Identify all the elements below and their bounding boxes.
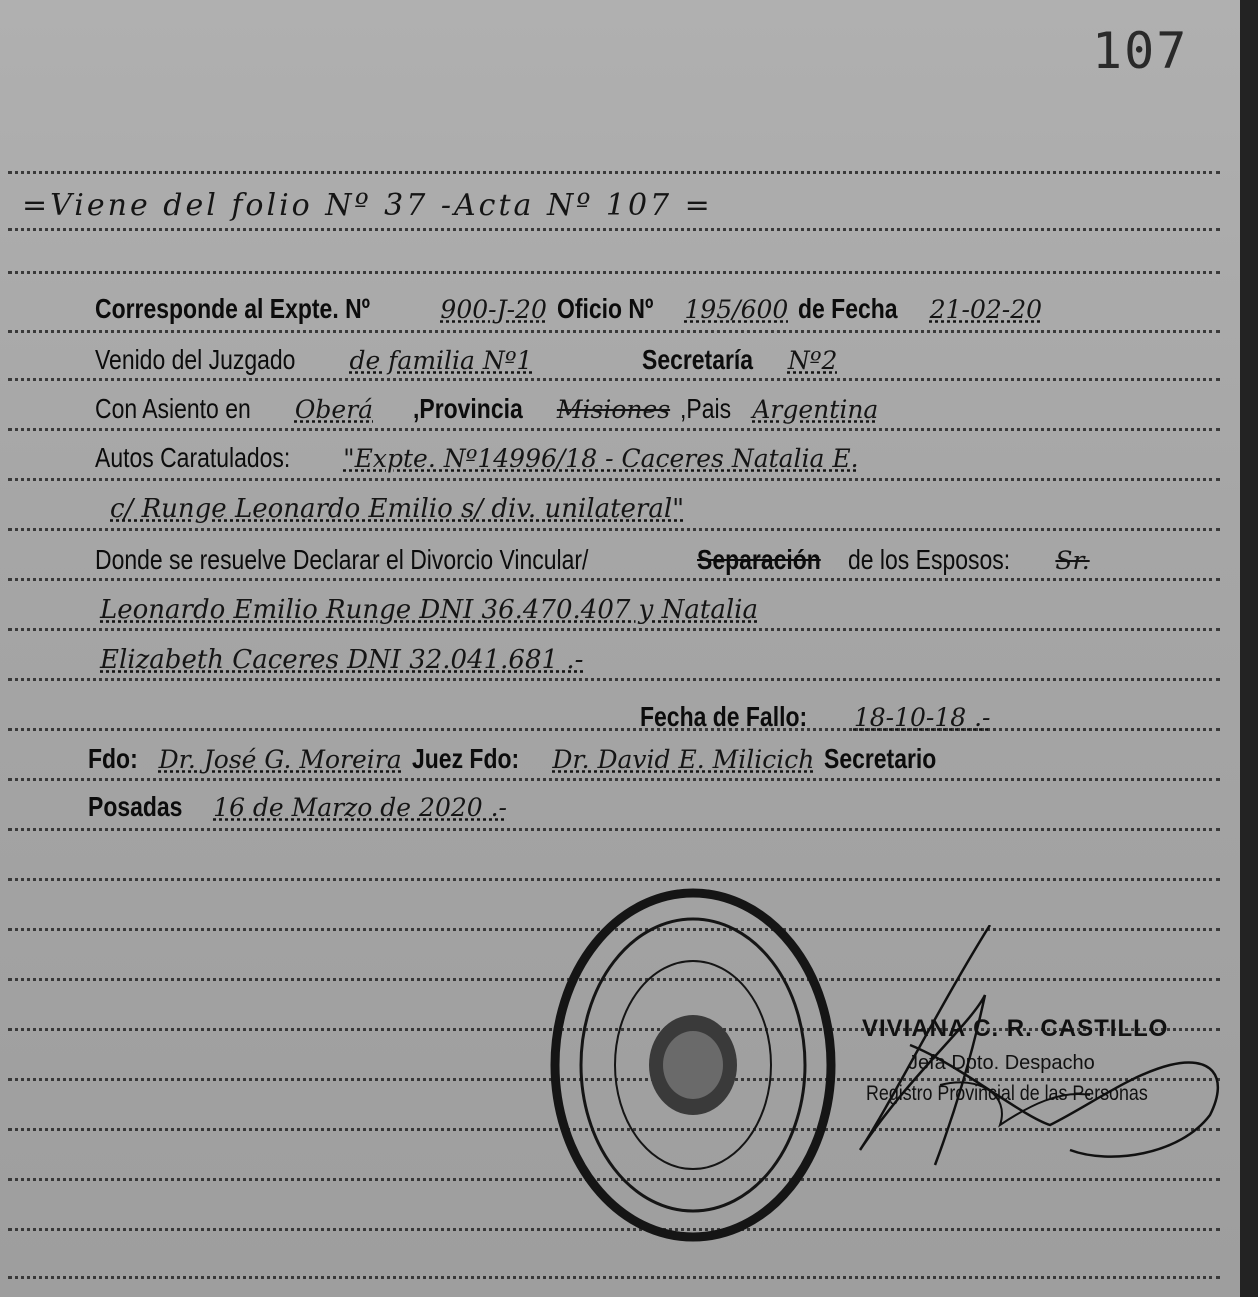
value-esposos-2: Elizabeth Caceres DNI 32.041.681 .-	[100, 645, 584, 675]
value-pais: Argentina	[752, 395, 879, 424]
signatory-office: Registro Provincial de las Personas	[866, 1082, 1148, 1105]
value-fallo: 18-10-18 .-	[853, 703, 991, 732]
label-asiento: Con Asiento en	[95, 393, 251, 424]
ruled-line	[8, 428, 1220, 431]
label-juzgado: Venido del Juzgado	[95, 344, 296, 375]
ruled-line	[8, 828, 1220, 831]
value-secretario: Dr. David E. Milicich	[552, 745, 815, 774]
value-lugar-fecha: 16 de Marzo de 2020 .-	[213, 793, 508, 822]
value-fecha: 21-02-20	[929, 295, 1043, 324]
value-oficio: 195/600	[684, 295, 789, 324]
label-oficio: Oficio Nº	[556, 293, 654, 324]
ruled-line	[8, 778, 1220, 781]
label-resuelve: Donde se resuelve Declarar el Divorcio Vincular/	[95, 544, 589, 575]
value-juzgado: de familia Nº1	[349, 346, 533, 375]
row-expediente	[95, 292, 1052, 327]
ruled-line	[8, 330, 1220, 333]
value-expediente: 900-J-20	[440, 295, 547, 324]
ruled-line	[8, 878, 1220, 881]
row-autos	[95, 441, 869, 476]
handwritten-continuation: =Viene del folio Nº 37 -Acta Nº 107 =	[22, 188, 713, 223]
label-juez: Juez Fdo:	[411, 743, 519, 774]
ruled-line	[8, 171, 1220, 174]
ruled-line	[8, 528, 1220, 531]
label-secretario: Secretario	[824, 743, 937, 774]
value-secretaria: Nº2	[787, 346, 838, 375]
value-asiento: Oberá	[294, 395, 374, 424]
label-fallo: Fecha de Fallo:	[640, 701, 808, 732]
label-expediente: Corresponde al Expte. Nº	[95, 293, 371, 324]
value-autos-1: "Expte. Nº14996/18 - Caceres Natalia E.	[343, 444, 859, 473]
row-fallo	[640, 700, 1001, 735]
ruled-line	[8, 1276, 1220, 1279]
label-autos: Autos Caratulados:	[95, 442, 291, 473]
ruled-line	[8, 378, 1220, 381]
row-lugar	[88, 790, 517, 825]
page-edge	[1240, 0, 1258, 1297]
ruled-line	[8, 478, 1220, 481]
ruled-line	[8, 271, 1220, 274]
ruled-line	[8, 578, 1220, 581]
row-resuelve	[95, 543, 1100, 578]
ruled-line	[8, 678, 1220, 681]
label-secretaria: Secretaría	[642, 344, 754, 375]
value-esposos-1: Leonardo Emilio Runge DNI 36.470.407 y Natalia	[100, 595, 758, 625]
label-provincia: ,Provincia	[413, 393, 523, 424]
label-pais: ,Pais	[680, 393, 732, 424]
label-lugar: Posadas	[88, 791, 183, 822]
official-stamp	[548, 885, 838, 1245]
label-separacion: Separación	[696, 544, 821, 575]
signatory-name: VIVIANA C. R. CASTILLO	[862, 1015, 1169, 1042]
value-juez: Dr. José G. Moreira	[158, 745, 402, 774]
label-esposos: de los Esposos:	[847, 544, 1010, 575]
label-fdo-juez: Fdo:	[88, 743, 138, 774]
row-firmas	[88, 742, 961, 777]
ruled-line	[8, 728, 1220, 731]
row-juzgado	[95, 343, 847, 378]
ruled-line	[8, 628, 1220, 631]
value-autos-2: c/ Runge Leonardo Emilio s/ div. unilateral"	[110, 494, 685, 524]
value-provincia: Misiones	[556, 395, 671, 424]
folio-number: 107	[1092, 22, 1189, 80]
label-fecha: de Fecha	[798, 293, 898, 324]
row-asiento	[95, 392, 888, 427]
signatory-title: Jefa Dpto. Despacho	[908, 1052, 1095, 1074]
value-esposos-prefix: Sr.	[1055, 546, 1090, 575]
ruled-line	[8, 228, 1220, 231]
